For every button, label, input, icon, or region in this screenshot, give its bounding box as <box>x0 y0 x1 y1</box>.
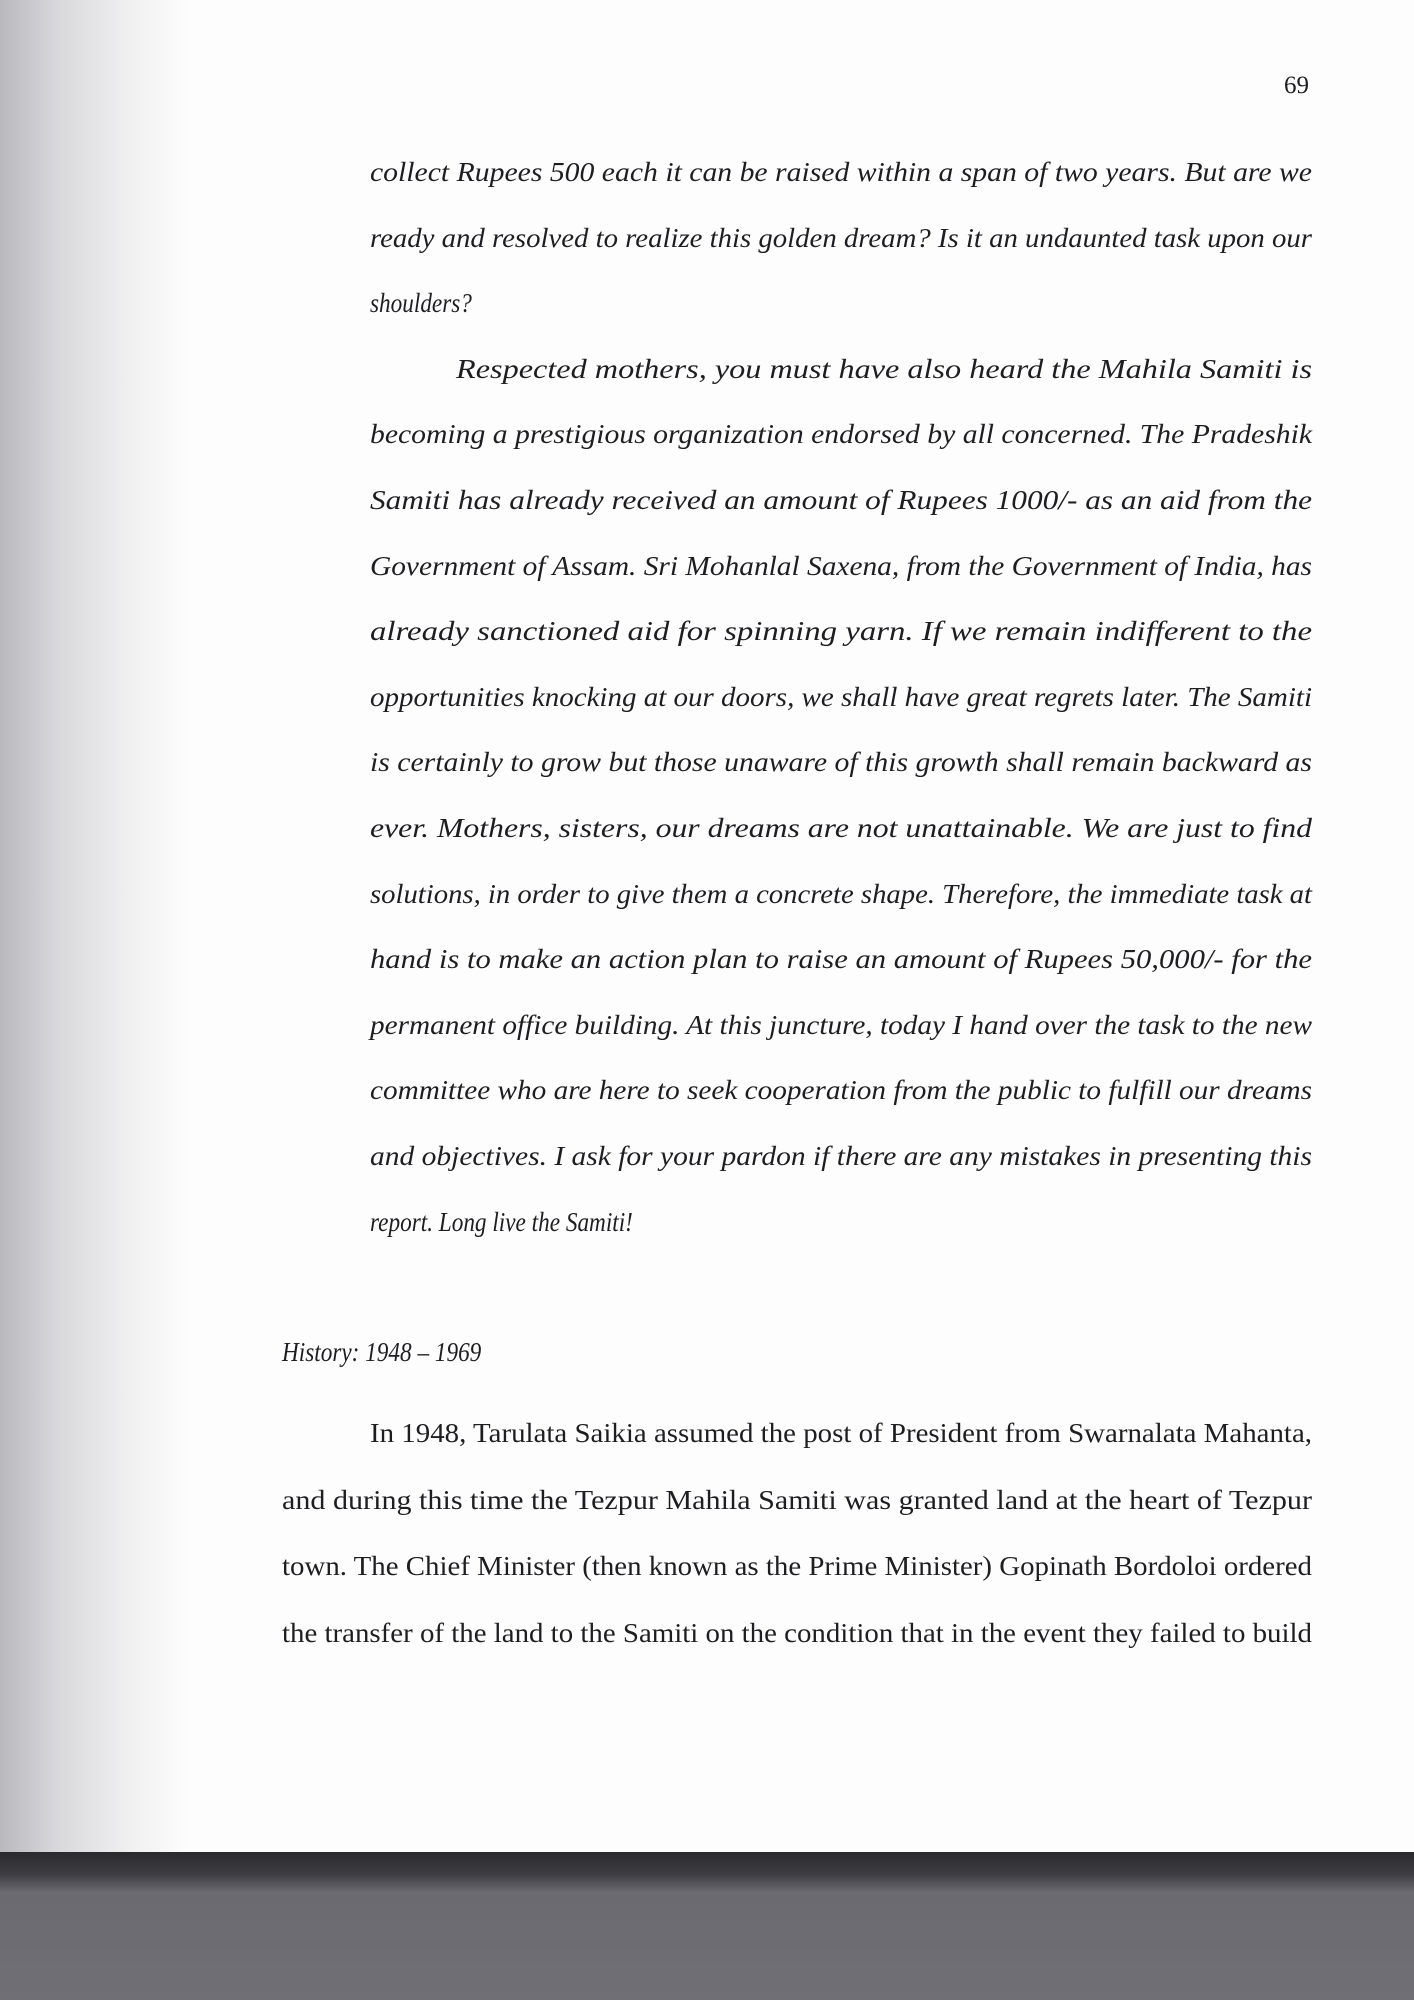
text-line: solutions, in order to give them a concrete shape. Therefore, the immediate task at <box>370 878 1312 909</box>
text-line: is certainly to grow but those unaware of this growth shall remain backward as <box>370 747 1312 778</box>
text-line: and during this time the Tezpur Mahila Samiti was granted land at the heart of Tezpur <box>282 1484 1312 1515</box>
text-line: already sanctioned aid for spinning yarn. If we remain indifferent to the <box>370 616 1312 647</box>
text-line: opportunities knocking at our doors, we shall have great regrets later. The Samiti <box>370 681 1312 712</box>
text-line: Respected mothers, you must have also heard the Mahila Samiti is <box>456 353 1312 384</box>
text-line: ready and resolved to realize this golden dream? Is it an undaunted task upon our <box>370 222 1312 253</box>
text-line: In 1948, Tarulata Saikia assumed the post of President from Swarnalata Mahanta, <box>370 1418 1312 1448</box>
text-line: committee who are here to seek cooperation from the public to fulfill our dreams <box>370 1075 1312 1106</box>
text-line: town. The Chief Minister (then known as the Prime Minister) Gopinath Bordoloi ordered <box>282 1551 1312 1581</box>
text-line: Samiti has already received an amount of Rupees 1000/- as an aid from the <box>370 485 1312 515</box>
text-line: and objectives. I ask for your pardon if there are any mistakes in presenting this <box>370 1141 1312 1171</box>
text-line: the transfer of the land to the Samiti on the condition that in the event they failed to build <box>282 1617 1312 1648</box>
scan-shadow-left <box>0 0 190 1860</box>
text-line: permanent office building. At this juncture, today I hand over the task to the new <box>370 1009 1312 1040</box>
scan-edge-bottom <box>0 1852 1414 2000</box>
section-heading: History: 1948 – 1969 <box>282 1337 482 1367</box>
text-line: ever. Mothers, sisters, our dreams are not unattainable. We are just to find <box>370 813 1312 843</box>
text-line: hand is to make an action plan to raise an amount of Rupees 50,000/- for the <box>370 944 1312 975</box>
text-line: becoming a prestigious organization endorsed by all concerned. The Pradeshik <box>370 419 1312 450</box>
text-line: report. Long live the Samiti! <box>370 1206 633 1237</box>
text-line: collect Rupees 500 each it can be raised within a span of two years. But are we <box>370 157 1312 187</box>
text-line: Government of Assam. Sri Mohanlal Saxena, from the Government of India, has <box>370 550 1312 581</box>
text-line: shoulders? <box>370 288 472 319</box>
page-number: 69 <box>1284 72 1309 99</box>
